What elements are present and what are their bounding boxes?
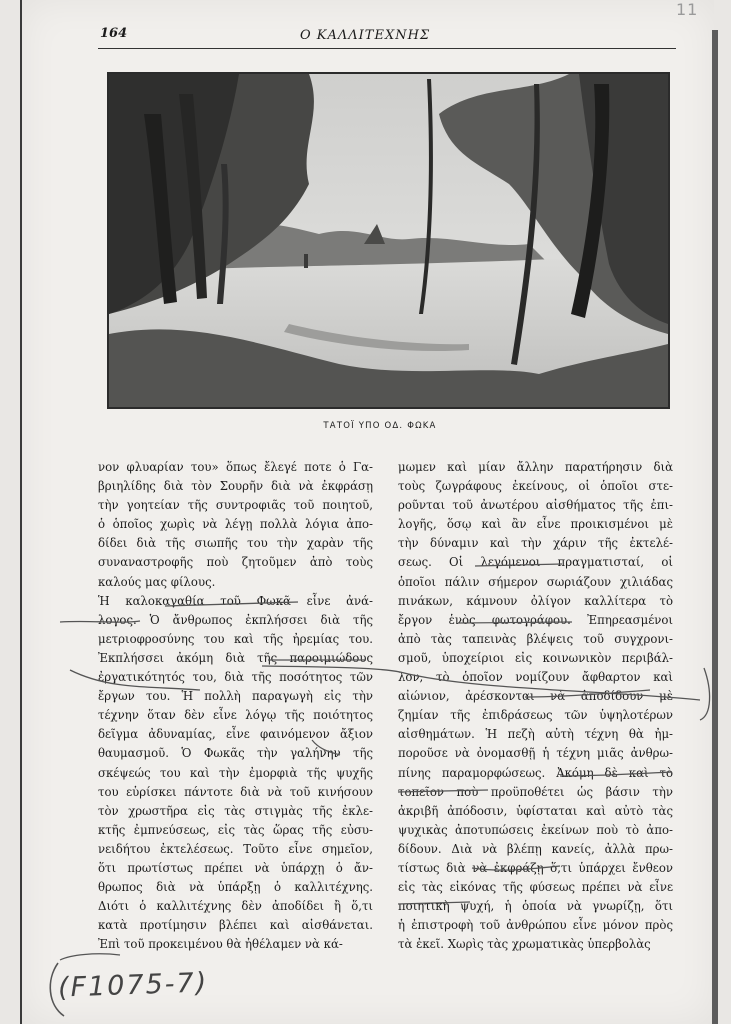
text-line: Διότι ὁ καλλιτέχνης δὲν ἀποδίδει ἢ ὅ,τι (98, 899, 373, 914)
text-line: μωμεν καὶ μίαν ἄλλην παρατήρησιν διὰ (398, 460, 673, 474)
running-title: Ο ΚΑΛΛΙΤΕΧΝΗΣ (300, 28, 431, 43)
text-line: εἰς τὰς εἰκόνας τῆς φύσεως πρέπει νὰ εἶνε (398, 880, 673, 895)
text-line: ποροῦσε νὰ ὀνομασθῇ ἡ τέχνη μιᾶς ἀνθρω- (398, 746, 673, 761)
text-line: τὴν δύναμιν καὶ τὴν χάριν τῆς ἐκτελέ- (398, 536, 673, 551)
text-line: τοὺς ζωγράφους ἐκείνους, οἱ ὁποῖοι στε- (398, 479, 673, 494)
text-line: ἐργατικότητός του, διὰ τῆς ποσότητος τῶν (98, 670, 373, 685)
text-line: Ἐπὶ τοῦ προκειμένου θὰ ἠθέλαμεν νὰ κά- (98, 937, 343, 952)
header-rule (98, 48, 676, 49)
text-line: πινάκων, κάμνουν ὀλίγον καλλίτερα τὸ (398, 593, 673, 608)
text-line: νειδήτου ἐκτελέσεως. Τοῦτο εἶνε σημεῖον, (98, 841, 373, 856)
text-line: βριηλίδης διὰ τὸν Σουρῆν διὰ νὰ ἐκφράσῃ (98, 479, 373, 494)
text-line: τοπεῖον ποὺ προϋποθέτει ὡς βάσιν τὴν (398, 784, 673, 799)
handwritten-archive-note: (F1075-7) (57, 967, 209, 1004)
text-line: τίστως διὰ νὰ ἐκφράζῃ ὅ,τι ὑπάρχει ἔνθεον (398, 860, 673, 875)
landscape-painting (107, 72, 670, 409)
text-line: ὁποῖοι πάλιν σήμερον σωριάζουν χιλιάδας (398, 574, 673, 589)
left-text-column (98, 458, 373, 954)
figure-caption: ΤΑΤΟΪ ΥΠΟ ΟΔ. ΦΩΚΑ (323, 421, 437, 431)
text-line: κατὰ προτίμησιν βλέπει καὶ αἰσθάνεται. (98, 918, 373, 933)
text-line: ζημίαν τῆς ἐπιδράσεως τῶν ὑψηλοτέρων (398, 708, 673, 723)
text-line: ὁ ὁποῖος χωρὶς νὰ λέγῃ πολλὰ λόγια ἀπο- (98, 517, 373, 532)
text-line: ἀκριβῆ ἀπόδοσιν, ὑφίσταται καὶ αὐτὸ τὰς (398, 803, 673, 818)
text-line: αἰσθημάτων. Ἡ πεζὴ αὐτὴ τέχνη θὰ ἠμ- (398, 727, 673, 742)
text-line: δίδει διὰ τῆς σιωπῆς του τὴν χαρὰν τῆς (98, 536, 373, 551)
text-line: λογος. Ὁ ἄνθρωπος ἐκπλήσσει διὰ τῆς (98, 612, 373, 627)
text-line: ἔργων του. Ἡ πολλὴ παραγωγὴ εἰς τὴν (98, 689, 373, 704)
text-line: δίδουν. Διὰ νὰ βλέπῃ κανείς, ἀλλὰ πρω- (398, 841, 673, 856)
text-line: του εὑρίσκει πάντοτε διὰ νὰ τοῦ κινήσουν (98, 784, 373, 799)
text-line: τὴν γοητείαν τῆς συντροφιᾶς τοῦ ποιητοῦ, (98, 498, 373, 513)
text-line: τὰ ἐκεῖ. Χωρὶς τὰς χρωματικὰς ὑπερβολὰς (398, 937, 651, 952)
text-line: δεῖγμα ἀδυναμίας, εἶνε φαινόμενον ἄξιον (98, 727, 373, 742)
text-line: πίνης παραμορφώσεως. Ἀκόμη δὲ καὶ τὸ (398, 765, 673, 780)
text-line: καλούς μας φίλους. (98, 574, 216, 589)
text-line: αἰώνιον, ἀρέσκονται νὰ ἀποδίδουν μὲ (398, 689, 673, 704)
text-line: νον φλυαρίαν του» ὅπως ἔλεγέ ποτε ὁ Γα- (98, 460, 373, 474)
text-line: ποιητικὴ ψυχή, ἡ ὁποία νὰ γνωρίζῃ, ὅτι (398, 899, 673, 914)
text-line: τέχνην ὅταν δὲν εἶνε λόγῳ τῆς ποιότητος (98, 708, 373, 723)
text-line: ὅτι πρωτίστως πρέπει νὰ ὑπάρχῃ ὁ ἄν- (98, 860, 373, 875)
text-line: ψυχικὰς ἀποτυπώσεις ἐκείνων ποὺ τὸ ἀπο- (398, 822, 673, 837)
text-line: θαυμασμοῦ. Ὁ Φωκᾶς τὴν γαλήνην τῆς (98, 746, 373, 761)
text-line: σκέψεώς του καὶ τὴν ἐμορφιὰ τῆς ψυχῆς (98, 765, 373, 780)
corner-mark: 11 (676, 0, 699, 19)
text-line: μετριοφροσύνης του καὶ τῆς ἠρεμίας του. (98, 631, 373, 646)
text-line: σμοῦ, ὑποχείριοι εἰς κοινωνικὸν περιβάλ- (398, 650, 673, 665)
painting-illustration (109, 74, 668, 407)
text-line: κτῆς ἐμπνεύσεως, εἰς τὰς ὥρας τῆς εὐσυ- (98, 822, 373, 837)
text-line: σεως. Οἱ λεγόμενοι πραγματισταί, οἱ (398, 555, 673, 570)
text-line: ἡ ἐπιστροφὴ τοῦ ἀνθρώπου εἶνε μόνον πρὸς (398, 918, 673, 933)
text-line: ροῦνται τοῦ ἀνωτέρου αἰσθήματος τῆς ἐπι- (398, 498, 673, 513)
text-line: συναναστροφῆς ποὺ ζητοῦμεν ἀπὸ τοὺς (98, 555, 373, 570)
text-line: λον, τὸ ὁποῖον νομίζουν ἄφθαρτον καὶ (398, 670, 673, 685)
text-line: Ἐκπλήσσει ἀκόμη διὰ τῆς παροιμιώδους (98, 650, 373, 665)
text-line: θρωπος διὰ νὰ ὑπάρξῃ ὁ καλλιτέχνης. (98, 880, 373, 895)
page-edge-shadow (712, 30, 718, 1024)
right-text-column (398, 458, 673, 954)
text-line: τὸν χρωστῆρα εἰς τὰς στιγμὰς τῆς ἐκλε- (98, 803, 373, 818)
text-line: ἔργον ἑνὸς φωτογράφου. Ἐπηρεασμένοι (398, 612, 673, 627)
text-line: ἀπὸ τὰς ταπεινὰς βλέψεις τοῦ συγχρονι- (398, 631, 673, 646)
page-number: 164 (100, 26, 128, 41)
text-line: λογῆς, ὅσῳ καὶ ἂν εἶνε προικισμένοι μὲ (398, 517, 673, 532)
text-line: Ἡ καλοκαγαθία τοῦ Φωκᾶ εἶνε ἀνά- (98, 593, 373, 608)
